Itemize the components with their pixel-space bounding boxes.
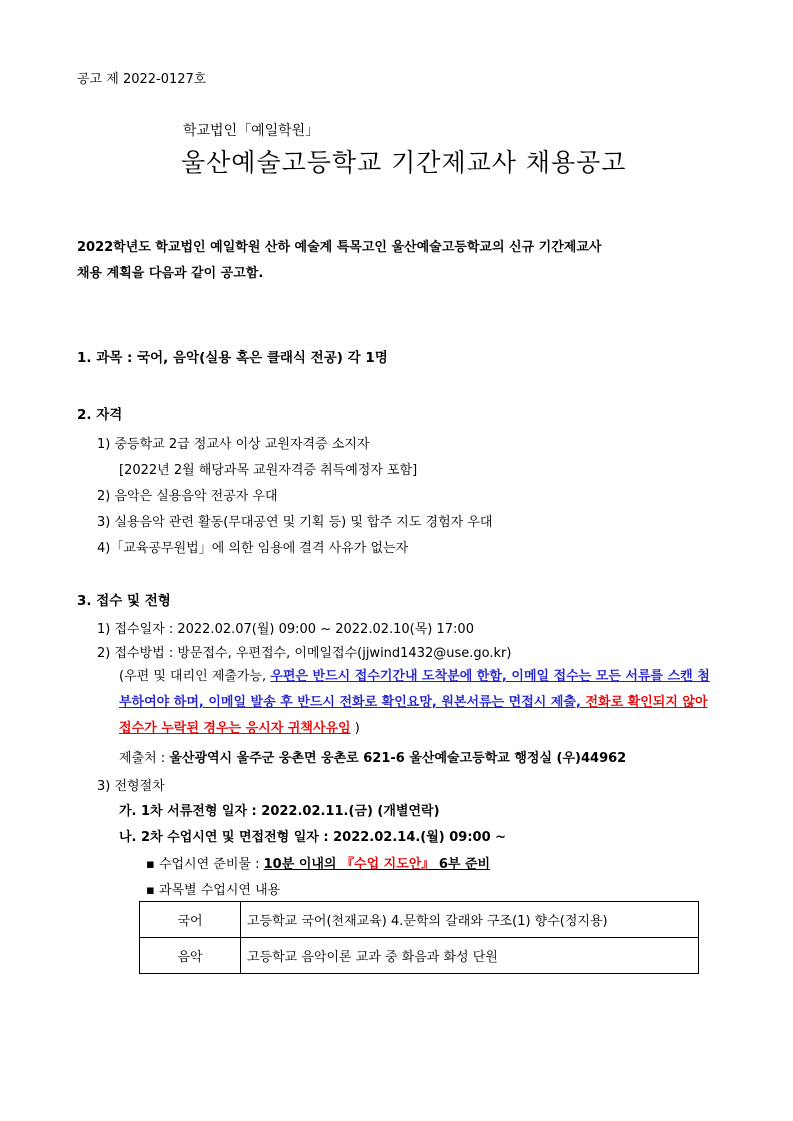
application-notes — [119, 664, 719, 742]
section-3-heading: 3. 접수 및 전형 — [77, 593, 171, 609]
demo-materials-value: 10분 이내의 『수업 지도안』 6부 준비 — [263, 857, 491, 872]
qualification-item: 4)「교육공무원법」에 의한 임용에 결격 사유가 없는자 — [97, 541, 409, 556]
qualification-item: [2022년 2월 해당과목 교원자격증 취득예정자 포함] — [119, 463, 418, 478]
school-corp-subtitle: 학교법인「예일학원」 — [183, 123, 320, 139]
table-cell-subject: 음악 — [140, 938, 241, 974]
submission-label: 제출처 : — [119, 751, 170, 766]
note-prefix: (우편 및 대리인 제출가능, — [119, 669, 271, 684]
section-2-heading: 2. 자격 — [77, 407, 123, 423]
qualification-item: 3) 실용음악 관련 활동(무대공연 및 기획 등) 및 합주 지도 경험자 우대 — [97, 515, 493, 530]
intro-paragraph — [77, 235, 601, 287]
demo-materials-label: ▪ 수업시연 준비물 : — [146, 857, 264, 872]
table-cell-content: 고등학교 음악이론 교과 중 화음과 화성 단원 — [241, 938, 699, 974]
selection-step-a: 가. 1차 서류전형 일자 : 2022.02.11.(금) (개별연락) — [119, 804, 440, 819]
note-blue-text: 우편은 반드시 접수기간내 도착분에 한함, 이메일 접수는 모든 서류를 스캔 첨부하여야 하며, 이메일 발송 후 반드시 전화로 확인요망, 원본서류는 면접시 제출, — [119, 669, 710, 710]
subject-table — [139, 901, 699, 974]
intro-line-1: 2022학년도 학교법인 예일학원 산하 예술계 특목고인 울산예술고등학교의 신규 기간제교사 — [77, 240, 602, 255]
note-suffix: ) — [350, 721, 360, 736]
table-cell-subject: 국어 — [140, 902, 241, 938]
table-cell-content: 고등학교 국어(천재교육) 4.문학의 갈래와 구조(1) 향수(정지용) — [241, 902, 699, 938]
application-method: 2) 접수방법 : 방문접수, 우편접수, 이메일접수(jjwind1432@use.go.kr) — [97, 646, 512, 661]
page-title: 울산예술고등학교 기간제교사 채용공고 — [181, 148, 627, 177]
notice-number: 공고 제 2022-0127호 — [77, 72, 207, 87]
qualification-item: 1) 중등학교 2급 정교사 이상 교원자격증 소지자 — [97, 437, 370, 452]
table-row — [140, 902, 699, 938]
demo-content-label: ▪ 과목별 수업시연 내용 — [146, 883, 281, 898]
qualification-item: 2) 음악은 실용음악 전공자 우대 — [97, 489, 278, 504]
selection-step-b: 나. 2차 수업시연 및 면접전형 일자 : 2022.02.14.(월) 09:00 ~ — [119, 830, 507, 845]
submission-place — [119, 747, 626, 766]
table-row — [140, 938, 699, 974]
demo-materials — [146, 853, 490, 872]
section-1-heading: 1. 과목 : 국어, 음악(실용 혹은 클래식 전공) 각 1명 — [77, 350, 388, 366]
intro-line-2: 채용 계획을 다음과 같이 공고함. — [77, 266, 264, 281]
selection-process: 3) 전형절차 — [97, 779, 165, 794]
note-red-text: 전화로 확인되지 않아 접수가 누락된 경우는 응시자 귀책사유임 — [119, 695, 708, 736]
application-period: 1) 접수일자 : 2022.02.07(월) 09:00 ~ 2022.02.10(목) 17:00 — [97, 622, 474, 637]
submission-address: 울산광역시 울주군 웅촌면 웅촌로 621-6 울산예술고등학교 행정실 (우)44962 — [169, 751, 627, 766]
